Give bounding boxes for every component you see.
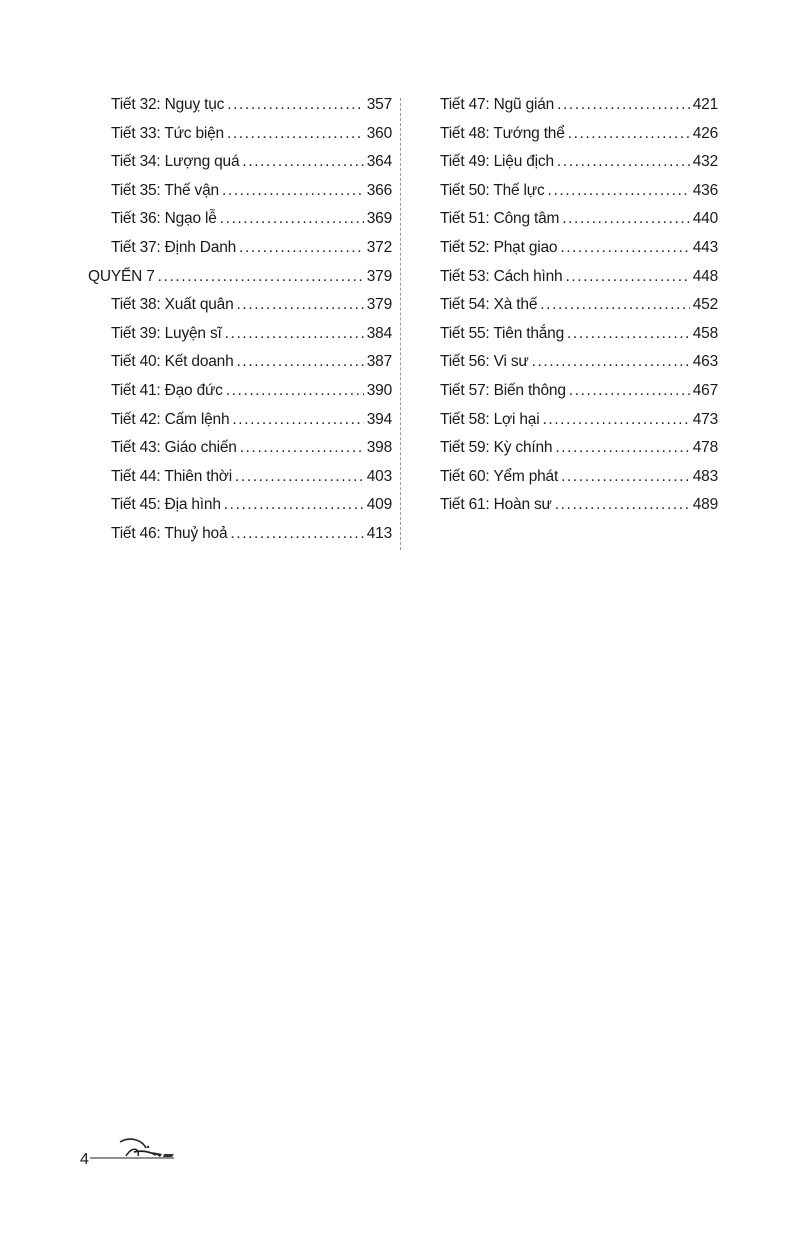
toc-entry [88,239,392,268]
toc-entry-page-number: 387 [366,353,392,371]
toc-entry-page-number: 489 [692,496,718,514]
toc-entry-title: Tiết 41: Đạo đức [111,381,223,399]
toc-entry [88,210,392,239]
toc-entry-title: Tiết 32: Nguỵ tục [111,96,225,113]
dot-leader [557,96,690,114]
toc-entry [440,411,718,440]
dot-leader [548,182,690,200]
toc-entry-title: Tiết 45: Địa hình [111,496,221,514]
toc-entry [88,468,392,497]
toc-entry-page-number: 473 [692,410,718,428]
dot-leader [227,125,364,143]
toc-entry-page-number: 440 [692,210,718,228]
toc-entry [88,125,392,154]
toc-entry [440,382,718,411]
toc-entry-title: Tiết 47: Ngũ gián [440,96,555,113]
dot-leader [561,468,690,486]
dot-leader [235,468,364,486]
dot-leader [542,411,689,429]
toc-entry-page-number: 357 [366,96,392,113]
toc-entry-title: Tiết 58: Lợi hại [440,410,540,428]
toc-entry-page-number: 443 [692,238,718,256]
toc-entry [440,325,718,354]
toc-entry-page-number: 398 [366,439,392,457]
dot-leader [540,296,689,314]
toc-entry-title: Tiết 34: Lượng quá [111,153,240,171]
toc-entry-title: Tiết 57: Biến thông [440,381,566,399]
toc-entry-page-number: 369 [366,210,392,228]
toc-right-column [440,96,718,525]
ink-brush-ornament-icon [90,1136,176,1167]
toc-entry-page-number: 463 [692,353,718,371]
toc-entry [88,353,392,382]
toc-entry-title: Tiết 61: Hoàn sư [440,496,552,514]
dot-leader [242,153,363,171]
toc-entry-page-number: 452 [692,296,718,314]
toc-entry [440,468,718,497]
dot-leader [568,125,690,143]
toc-entry [440,239,718,268]
toc-entry-title: Tiết 37: Định Danh [111,238,237,256]
toc-entry-title: Tiết 48: Tướng thể [440,124,565,142]
toc-entry-page-number: 390 [366,381,392,399]
toc-entry [440,125,718,154]
toc-entry [440,353,718,382]
toc-entry-page-number: 409 [366,496,392,514]
toc-entry [440,153,718,182]
page-footer [80,1136,176,1168]
dot-leader [222,182,364,200]
toc-entry-page-number: 432 [692,153,718,171]
toc-entry-page-number: 421 [692,96,718,113]
toc-left-column [88,96,392,554]
dot-leader [224,496,364,514]
toc-entry-page-number: 360 [366,124,392,142]
toc-entry-page-number: 448 [692,267,718,285]
toc-entry-title: Tiết 56: Vi sư [440,353,529,371]
toc-entry [440,439,718,468]
toc-entry-title: Tiết 49: Liệu địch [440,153,554,171]
toc-entry-title: Tiết 54: Xà thế [440,296,538,314]
toc-entry [88,268,392,297]
toc-entry-page-number: 379 [366,267,392,285]
toc-entry [88,382,392,411]
dot-leader [240,439,364,457]
dot-leader [239,239,364,257]
toc-entry [88,411,392,440]
toc-entry-page-number: 478 [692,439,718,457]
toc-entry-page-number: 394 [366,410,392,428]
toc-entry-title: Tiết 60: Yểm phát [440,467,559,485]
toc-entry [440,182,718,211]
dot-leader [560,239,689,257]
dot-leader [555,496,690,514]
toc-entry [440,496,718,525]
toc-entry [88,153,392,182]
toc-entry [88,525,392,554]
toc-entry-page-number: 426 [692,124,718,142]
toc-entry-title: Tiết 35: Thế vận [111,181,219,199]
toc-entry [440,268,718,297]
toc-entry-page-number: 413 [366,524,392,542]
toc-entry-title: Tiết 36: Ngạo lễ [111,210,217,228]
toc-entry-page-number: 467 [692,381,718,399]
page-number: 4 [80,1151,89,1168]
toc-entry-title: Tiết 55: Tiên thắng [440,324,565,342]
toc-entry-title: Tiết 46: Thuỷ hoả [111,524,228,542]
toc-entry-page-number: 364 [366,153,392,171]
toc-entry-title: Tiết 52: Phạt giao [440,238,558,256]
dot-leader [220,210,364,228]
column-divider [400,98,401,550]
dot-leader [237,296,364,314]
toc-entry-page-number: 366 [366,181,392,199]
toc-entry-page-number: 379 [366,296,392,314]
dot-leader [226,382,364,400]
toc-entry-title: Tiết 42: Cấm lệnh [111,410,230,428]
dot-leader [532,353,690,371]
toc-entry [88,496,392,525]
dot-leader [227,96,364,114]
dot-leader [557,153,690,171]
toc-entry-title: Tiết 40: Kết doanh [111,353,234,371]
toc-entry-title: Tiết 44: Thiên thời [111,467,232,485]
dot-leader [567,325,690,343]
toc-entry-title: Tiết 50: Thế lực [440,181,545,199]
toc-entry-title: Tiết 43: Giáo chiến [111,439,237,457]
toc-entry-page-number: 483 [692,467,718,485]
toc-entry-page-number: 384 [366,324,392,342]
dot-leader [555,439,689,457]
dot-leader [562,210,690,228]
dot-leader [158,268,364,286]
toc-entry-title: Tiết 53: Cách hình [440,267,563,285]
dot-leader [569,382,690,400]
toc-entry-title: Tiết 59: Kỳ chính [440,439,553,457]
toc-entry [88,96,392,125]
toc-entry [88,296,392,325]
toc-entry-title: Tiết 51: Công tâm [440,210,560,228]
toc-entry-page-number: 458 [692,324,718,342]
toc-entry-title: Tiết 39: Luyện sĩ [111,324,222,342]
toc-entry-title: Tiết 38: Xuất quân [111,296,234,314]
toc-entry-title: Tiết 33: Tức biện [111,124,224,142]
toc-entry [440,296,718,325]
dot-leader [232,411,363,429]
toc-entry-title: QUYỂN 7 [88,267,155,285]
toc-entry [440,210,718,239]
dot-leader [565,268,689,286]
toc-entry-page-number: 436 [692,181,718,199]
toc-entry [88,325,392,354]
toc-entry [88,439,392,468]
toc-entry [88,182,392,211]
dot-leader [230,525,363,543]
dot-leader [237,353,364,371]
toc-entry-page-number: 403 [366,467,392,485]
toc-entry [440,96,718,125]
dot-leader [225,325,364,343]
toc-entry-page-number: 372 [366,238,392,256]
